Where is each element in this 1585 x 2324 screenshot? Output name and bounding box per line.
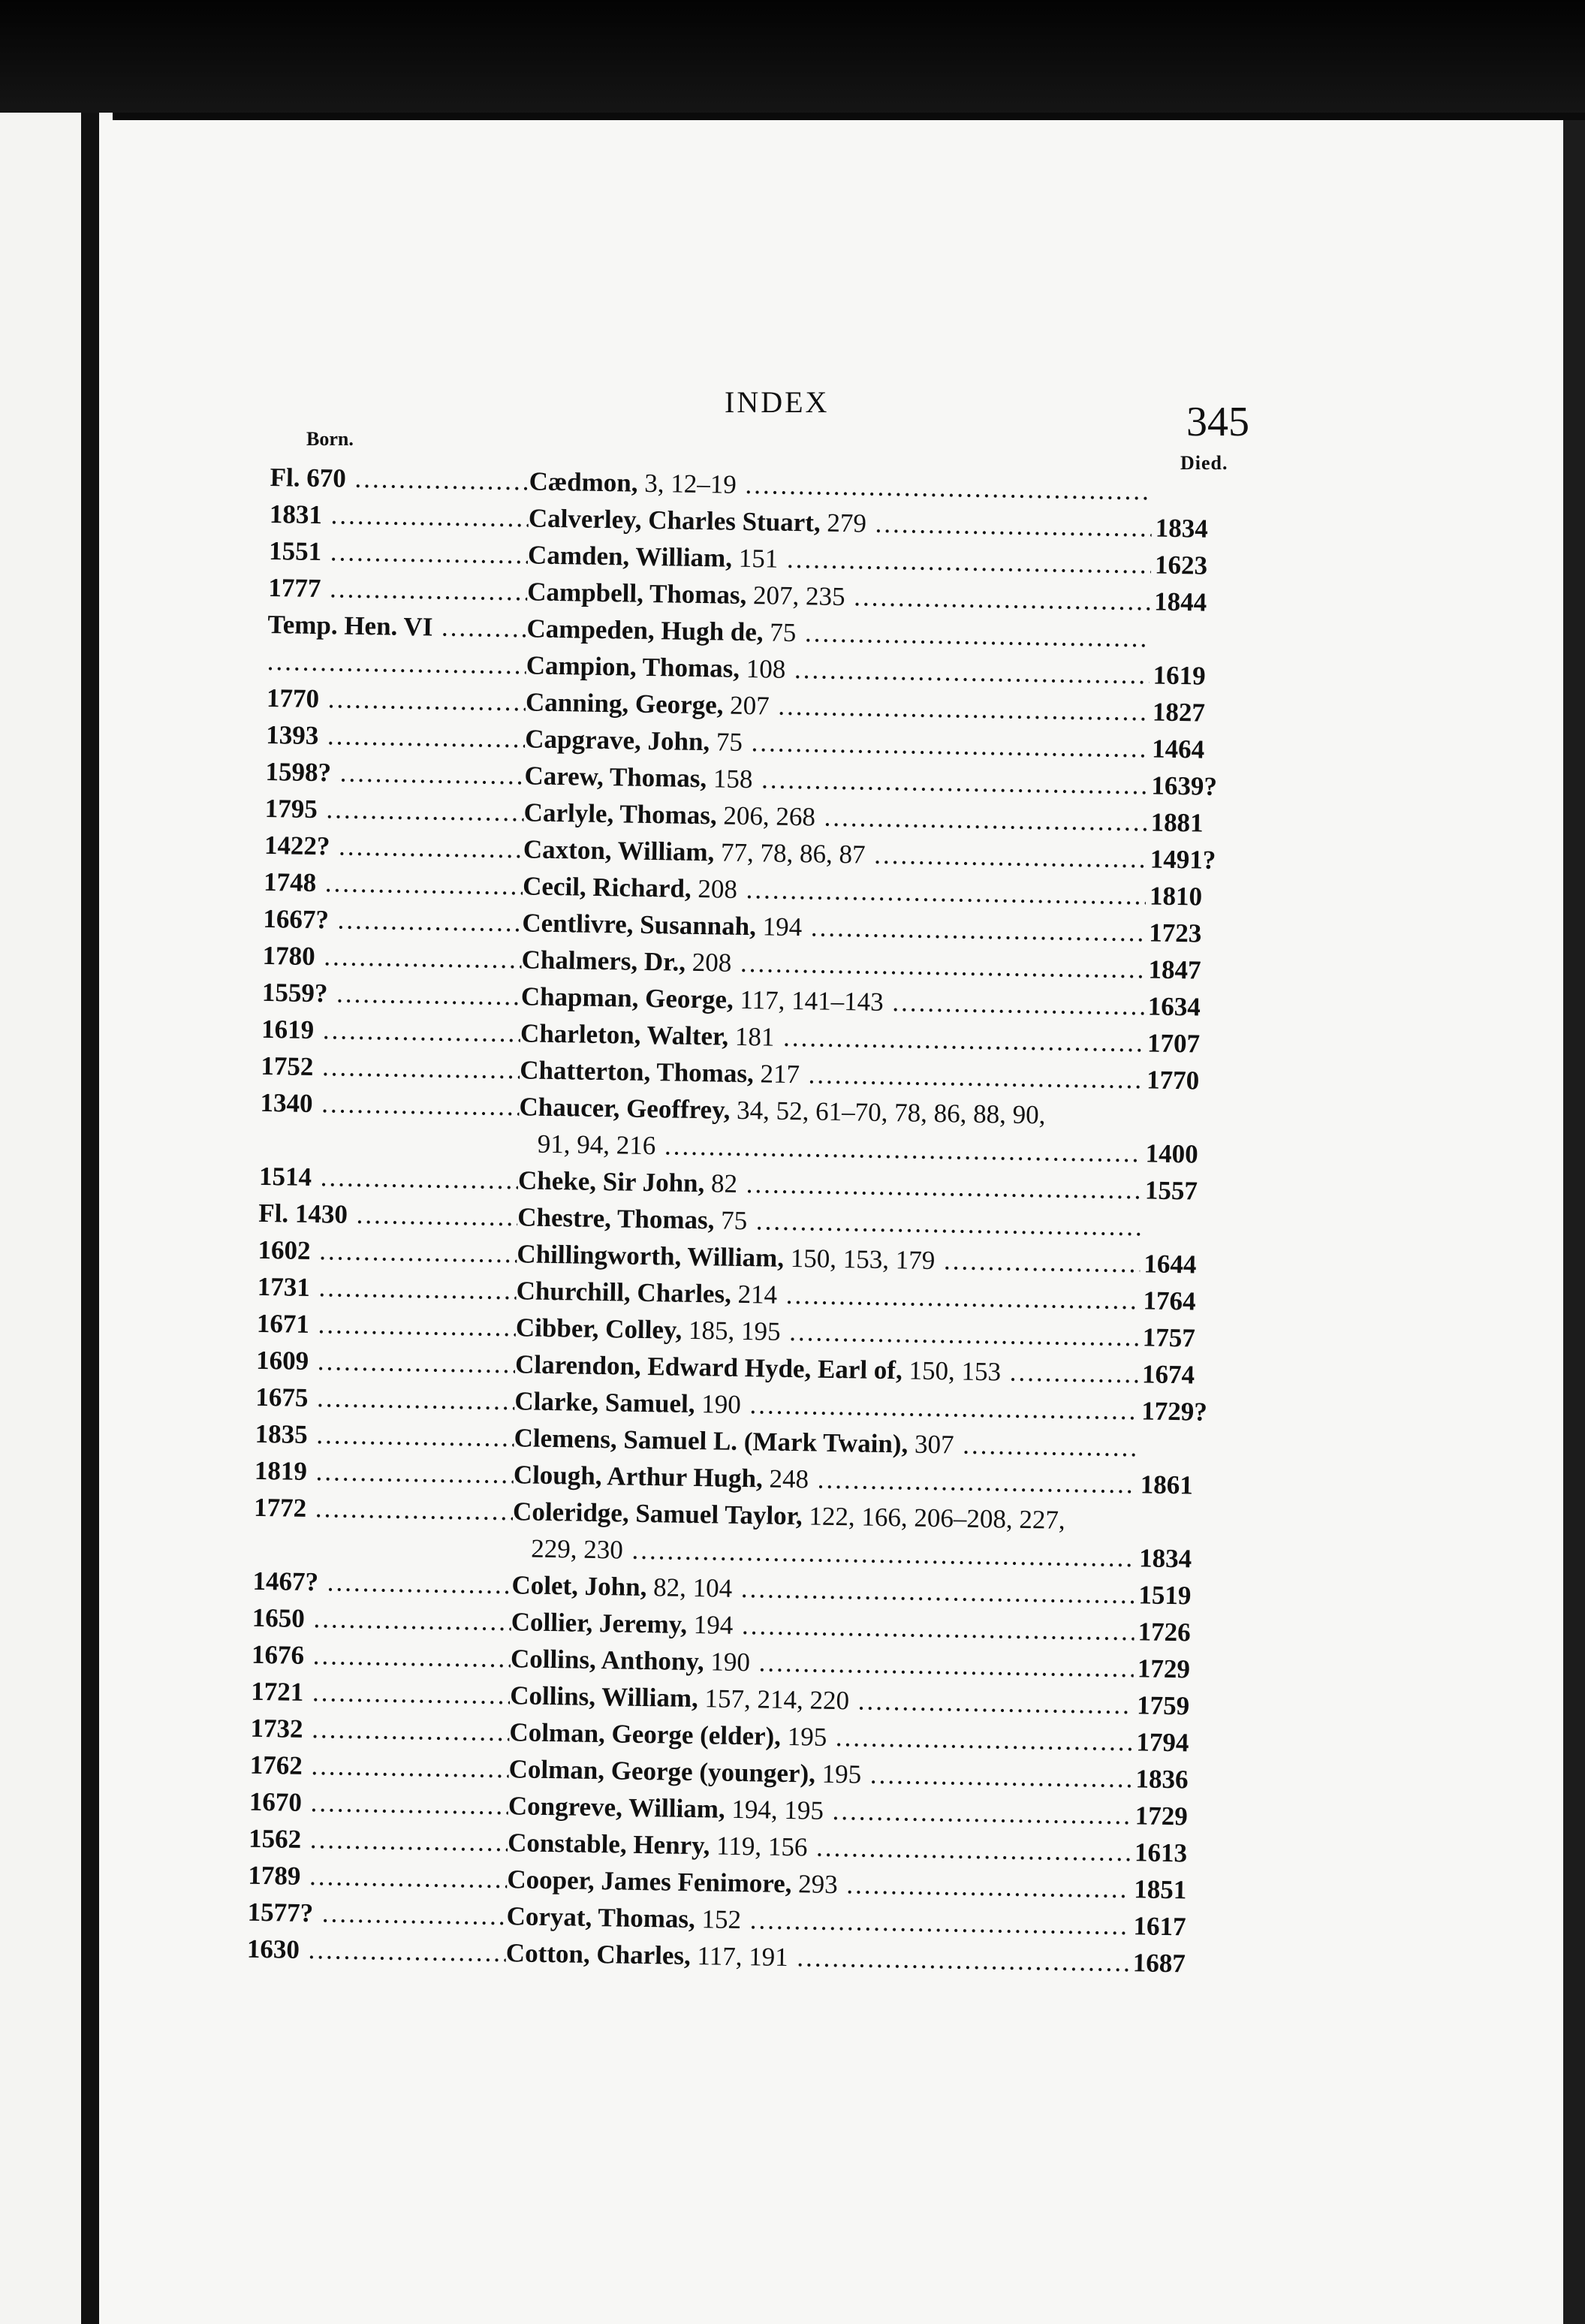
entry-born: 1514 ..... — [259, 1162, 519, 1195]
entry-page-refs: 293 — [797, 1869, 839, 1900]
entry-name: Capgrave, John, — [524, 724, 710, 757]
entry-name: Centlivre, Susannah, — [522, 908, 757, 942]
entry-died: 1847 — [1148, 954, 1201, 985]
entry-page-refs: 208 — [692, 947, 732, 978]
entry-died: 1726 — [1138, 1617, 1191, 1647]
entry-born: 1650 ..... — [252, 1603, 512, 1637]
entry-page-refs: 77, 78, 86, 87 — [720, 837, 866, 870]
page-right-shadow — [1563, 120, 1585, 2324]
entry-born: 1777 ..... — [268, 573, 528, 607]
entry-died: 1861 — [1140, 1469, 1194, 1500]
column-label-born: Born. — [306, 428, 354, 450]
entry-name: Caxton, William, — [523, 834, 715, 867]
entry-born: 1795 ..... — [264, 794, 524, 827]
entry-name: Chillingworth, William, — [517, 1239, 785, 1273]
entry-born: 1762 ..... — [249, 1750, 509, 1784]
entry-died: 1881 — [1150, 807, 1204, 838]
entry-died: 1687 — [1132, 1948, 1186, 1979]
entry-born: 1748 ..... — [264, 867, 523, 901]
book-spine-shadow — [81, 113, 99, 2324]
entry-died: 1617 — [1133, 1911, 1186, 1942]
entry-died: 1764 — [1143, 1286, 1196, 1316]
entry-name: Cotton, Charles, — [505, 1938, 692, 1971]
entry-page-refs: 82, 104 — [652, 1572, 733, 1603]
entry-name: Clarendon, Edward Hyde, Earl of, — [514, 1349, 903, 1385]
entry-born: 1562 ..... — [249, 1824, 508, 1858]
scan-background-top — [0, 0, 1585, 113]
entry-born: Fl. 670 ..... — [270, 463, 529, 496]
entry-name: Cibber, Colley, — [515, 1313, 683, 1345]
entry-name: Chestre, Thomas, — [517, 1202, 715, 1235]
entry-name: Collier, Jeremy, — [511, 1607, 688, 1639]
entry-died: 1400 — [1145, 1138, 1198, 1169]
entry-died: 1827 — [1152, 697, 1206, 728]
entry-born: 1676 ..... — [252, 1640, 511, 1674]
entry-born: 1732 ..... — [250, 1714, 510, 1747]
entry-died: 1634 — [1147, 991, 1201, 1022]
entry-name: Carew, Thomas, — [524, 761, 707, 794]
entry-died: 1757 — [1142, 1322, 1196, 1353]
running-head: INDEX — [725, 385, 830, 419]
entry-died: 1844 — [1153, 586, 1207, 617]
entry-name: Chapman, George, — [520, 981, 734, 1014]
entry-name: Clemens, Samuel L. (Mark Twain), — [514, 1423, 909, 1459]
entry-died: 1613 — [1134, 1837, 1188, 1868]
entry-born: 1609 ..... — [256, 1346, 516, 1379]
entry-died: 1794 — [1136, 1727, 1189, 1758]
entry-died: 1729? — [1141, 1396, 1208, 1427]
entry-died: 1729 — [1135, 1801, 1189, 1831]
entry-page-refs: 150, 153, 179 — [790, 1243, 936, 1276]
entry-name: Chatterton, Thomas, — [520, 1055, 755, 1089]
entry-name: Collins, Anthony, — [510, 1644, 705, 1677]
entry-page-refs: 194 — [693, 1610, 734, 1640]
entry-page-refs: 194, 195 — [731, 1794, 824, 1825]
entry-page-refs: 207 — [729, 690, 770, 721]
column-label-died: Died. — [1180, 452, 1228, 474]
entry-born: 1467? ..... — [252, 1566, 512, 1600]
entry-name: Calverley, Charles Stuart, — [528, 503, 821, 538]
entry-died: 1557 — [1144, 1175, 1198, 1206]
entry-born: 1770 ..... — [267, 683, 526, 717]
index-list — [246, 463, 1238, 1986]
entry-page-refs: 190 — [701, 1389, 742, 1419]
entry-page-refs: 150, 153 — [909, 1355, 1002, 1387]
entry-name: Cheke, Sir John, — [517, 1165, 705, 1198]
entry-name: Chalmers, Dr., — [521, 945, 686, 977]
entry-page-refs: 248 — [769, 1463, 809, 1494]
entry-name: Colet, John, — [511, 1570, 647, 1602]
entry-page-refs: 217 — [760, 1059, 800, 1090]
entry-died: 1729 — [1137, 1653, 1191, 1684]
entry-name: Cecil, Richard, — [522, 871, 692, 903]
entry-name: Cooper, James Fenimore, — [507, 1864, 792, 1899]
entry-born: Temp. Hen. VI ..... — [267, 610, 527, 644]
entry-born: 1630 ..... — [247, 1934, 507, 1968]
entry-born: 1619 ..... — [261, 1014, 521, 1048]
entry-born: 1577? ..... — [247, 1897, 507, 1931]
entry-page-refs: 307 — [914, 1429, 954, 1460]
entry-name: Canning, George, — [525, 687, 724, 720]
entry-born: 1602 ..... — [258, 1235, 517, 1269]
entry-name: Collins, William, — [509, 1680, 699, 1714]
entry-died: 1644 — [1144, 1249, 1197, 1280]
entry-page-refs: 207, 235 — [752, 580, 845, 612]
entry-page-refs: 158 — [713, 764, 753, 794]
entry-page-refs: 82 — [710, 1168, 738, 1198]
entry-born: 1772 ..... — [254, 1493, 514, 1527]
entry-born: 1831 ..... — [270, 499, 529, 533]
entry-born: 1835 ..... — [255, 1419, 514, 1453]
entry-born: 1422? ..... — [264, 830, 524, 864]
page-number: 345 — [1186, 399, 1249, 445]
entry-born: 1675 ..... — [255, 1382, 515, 1416]
entry-died: 1674 — [1141, 1359, 1195, 1390]
entry-born: 1670 ..... — [249, 1787, 509, 1821]
entry-name: Campbell, Thomas, — [527, 577, 747, 610]
entry-born: Fl. 1430 ..... — [258, 1198, 518, 1232]
entry-died: 1519 — [1138, 1580, 1192, 1611]
entry-page-refs: 190 — [710, 1647, 751, 1677]
entry-name: Cædmon, — [529, 466, 638, 498]
entry-name: Coryat, Thomas, — [506, 1901, 696, 1934]
entry-born: 1667? ..... — [263, 904, 523, 938]
entry-died: 1770 — [1146, 1065, 1200, 1096]
entry-page-refs: 117, 191 — [697, 1941, 789, 1973]
entry-born: 1752 ..... — [261, 1051, 520, 1085]
entry-died: 1464 — [1151, 734, 1205, 764]
entry-page-refs: 214 — [737, 1279, 778, 1310]
entry-born: 1819 ..... — [255, 1456, 514, 1490]
entry-born: 1598? ..... — [265, 757, 525, 791]
entry-name: Campeden, Hugh de, — [526, 613, 764, 647]
entry-name: Carlyle, Thomas, — [523, 797, 717, 830]
entry-born: 1671 ..... — [257, 1309, 517, 1343]
entry-page-refs: 195 — [787, 1722, 827, 1752]
entry-name: Churchill, Charles, — [516, 1276, 732, 1309]
entry-born — [267, 647, 527, 680]
entry-page-refs-continued: 91, 94, 216 ..... — [537, 1129, 1142, 1169]
entry-page-refs: 185, 195 — [688, 1315, 781, 1346]
entry-page-refs: 34, 52, 61–70, 78, 86, 88, 90, — [736, 1095, 1046, 1130]
entry-died: 1759 — [1136, 1690, 1190, 1721]
entry-died: 1491? — [1150, 844, 1216, 875]
entry-born: 1340 ..... — [260, 1088, 520, 1122]
entry-died: 1639? — [1151, 770, 1218, 801]
entry-died: 1707 — [1147, 1028, 1201, 1059]
entry-died: 1834 — [1155, 513, 1209, 544]
entry-page-refs: 181 — [734, 1021, 775, 1052]
entry-died: 1834 — [1138, 1543, 1192, 1574]
entry-page-refs: 195 — [821, 1759, 862, 1789]
entry-page-refs: 151 — [738, 543, 779, 574]
entry-died: 1623 — [1154, 550, 1208, 580]
entry-name: Colman, George (elder), — [509, 1717, 782, 1751]
entry-page-refs-continued: 229, 230 ..... — [531, 1534, 1136, 1574]
entry-born: 1789 ..... — [248, 1861, 508, 1894]
entry-born: 1393 ..... — [266, 720, 526, 754]
entry-page-refs: 3, 12–19 — [643, 468, 737, 499]
entry-page-refs: 279 — [827, 508, 867, 538]
entry-page-refs: 75 — [720, 1205, 748, 1236]
entry-name: Congreve, William, — [508, 1791, 725, 1824]
entry-died: 1810 — [1149, 881, 1203, 912]
entry-born: 1559? ..... — [262, 978, 522, 1011]
entry-page-refs: 152 — [701, 1904, 742, 1935]
entry-born: 1780 ..... — [262, 941, 522, 975]
entry-died: 1836 — [1135, 1764, 1189, 1795]
entry-name: Chaucer, Geoffrey, — [519, 1092, 731, 1125]
entry-page-refs: 122, 166, 206–208, 227, — [809, 1501, 1066, 1535]
entry-name: Coleridge, Samuel Taylor, — [512, 1497, 803, 1531]
entry-name: Camden, William, — [527, 540, 733, 573]
entry-name: Clarke, Samuel, — [514, 1386, 695, 1419]
entry-page-refs: 157, 214, 220 — [704, 1683, 850, 1716]
entry-name: Campion, Thomas, — [526, 650, 740, 683]
entry-page-refs: 119, 156 — [716, 1831, 808, 1862]
entry-page-refs: 108 — [746, 653, 786, 684]
entry-page-refs: 208 — [698, 874, 738, 904]
entry-died: 1619 — [1153, 660, 1206, 691]
entry-born: 1731 ..... — [257, 1272, 517, 1306]
entry-page-refs: 117, 141–143 — [740, 984, 884, 1017]
entry-page-refs: 206, 268 — [723, 800, 816, 832]
entry-died: 1723 — [1149, 918, 1202, 948]
entry-name: Colman, George (younger), — [508, 1754, 816, 1789]
entry-name: Constable, Henry, — [507, 1828, 710, 1861]
entry-born: 1721 ..... — [251, 1677, 511, 1711]
entry-page-refs: 194 — [762, 912, 803, 942]
entry-name: Clough, Arthur Hugh, — [513, 1460, 764, 1494]
entry-page-refs: 75 — [770, 617, 797, 648]
entry-name: Charleton, Walter, — [520, 1018, 729, 1051]
entry-born: 1551 ..... — [269, 536, 529, 570]
entry-page-refs: 75 — [716, 727, 743, 757]
entry-died: 1851 — [1133, 1874, 1187, 1905]
